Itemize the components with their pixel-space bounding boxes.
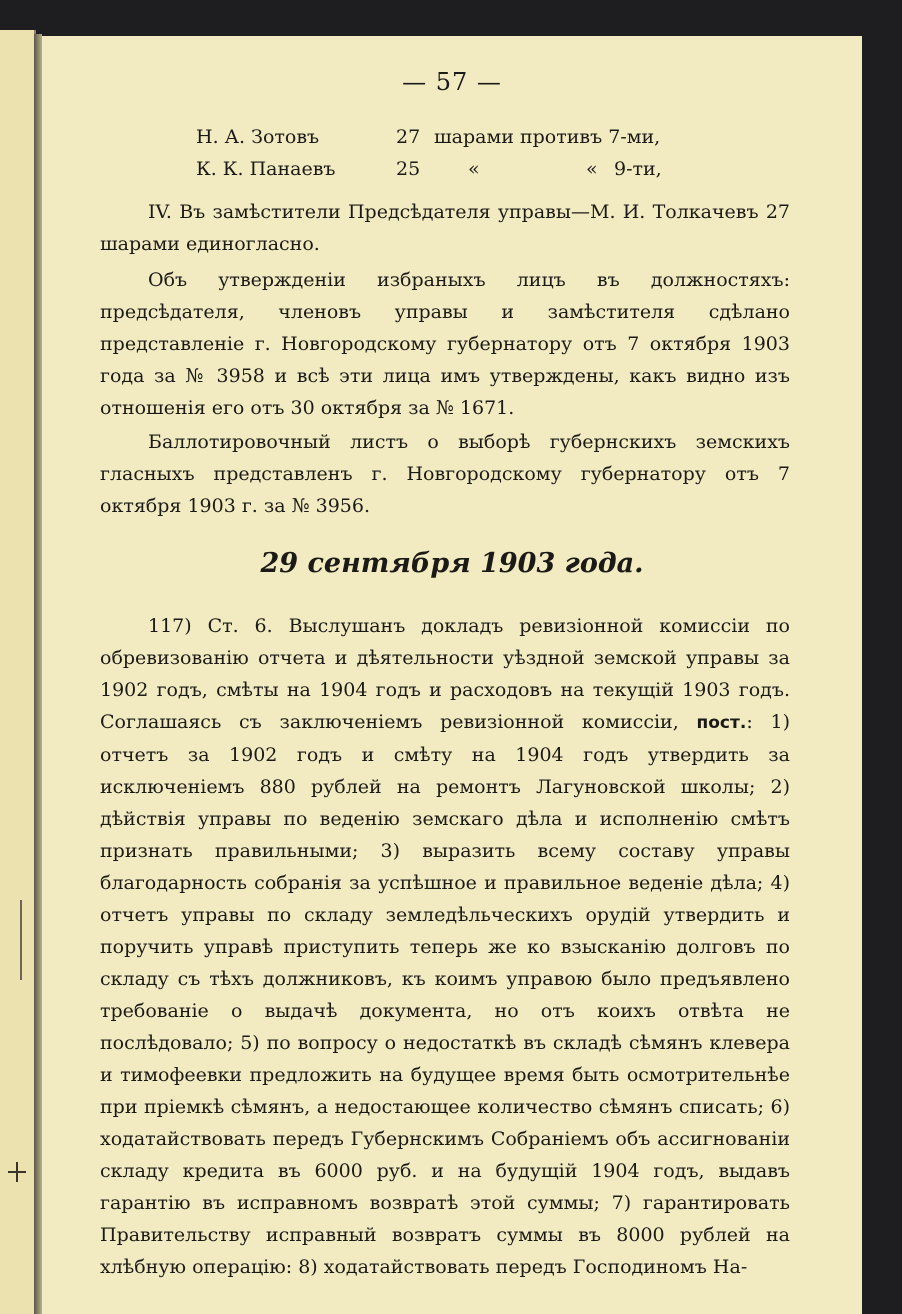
vote-count: 25 [396,158,421,180]
paragraph-approval: Объ утвержденіи избраныхъ лицъ въ должностяхъ: предсѣдателя, членовъ управы и замѣстителя сдѣлано представленіе г. Новгородскому губернатору отъ 7 октября 1903 года за № 3958 и всѣ эти лица имъ утверждены, какъ видно изъ отношенія его отъ 30 октября за № 1671. [100,269,790,419]
book-spine [34,34,42,1314]
margin-cross-mark [6,1162,28,1182]
ditto-mark: « [586,158,598,180]
ditto-mark: « [468,158,480,180]
vote-detail: шарами противъ 7-ми, [434,126,661,148]
vote-count: 27 [396,126,421,148]
paragraph-ballot: Баллотировочный листъ о выборѣ губернскихъ земскихъ гласныхъ представленъ г. Новгородскому губернатору отъ 7 октября 1903 г. за № 3956. [100,431,790,517]
vote-detail: 9-ти, [614,158,662,180]
page-number: — 57 — [402,68,502,96]
candidate-name: К. К. Панаевъ [196,158,336,180]
candidate-name: Н. А. Зотовъ [196,126,320,148]
section-date-heading: 29 сентября 1903 года. [260,548,644,579]
paragraph-resolution-117 [100,610,790,1283]
book-page [42,36,862,1314]
left-page-edge [0,30,36,1314]
paragraph-deputy: IV. Въ замѣстители Предсѣдателя управы—М. И. Толкачевъ 27 шарами единогласно. [100,201,790,255]
margin-line [20,900,22,980]
resolution-keyword: пост. [696,713,747,733]
resolution-text-rest: : 1) отчетъ за 1902 годъ и смѣту на 1904 годъ утвердить за исключеніемъ 880 рублей на ремонтъ Лагуновской школы; 2) дѣйствія управы по веденію земскаго дѣла и исполненію смѣтъ признать правильными; 3) выразить всему составу управы благодарность собранія за успѣшное и правильное веденіе дѣла; 4) отчетъ управы по складу земледѣльческихъ орудій утвердить и поручить управѣ приступить теперь же ко взысканію долговъ по складу съ тѣхъ должниковъ, къ коимъ управою было предъявлено требованіе о выдачѣ документа, но отъ коихъ отвѣта не послѣдовало; 5) по вопросу о недостаткѣ въ складѣ сѣмянъ клевера и тимофеевки предложить на будущее время быть осмотрительнѣе при пріемкѣ сѣмянъ, а недостающее количество сѣмянъ списать; 6) ходатайствовать передъ Губернскимъ Собраніемъ объ ассигнованіи складу кредита въ 6000 руб. и на будущій 1904 годъ, выдавъ гарантію въ исправномъ возвратѣ этой суммы; 7) гарантировать Правительству исправный возвратъ суммы въ 8000 рублей на хлѣбную операцію: 8) ходатайствовать передъ Господиномъ На- [100,711,790,1278]
resolution-text-start: 117) Ст. 6. Выслушанъ докладъ ревизіонной комиссіи по обревизованію отчета и дѣятельности уѣздной земской управы за 1902 годъ, смѣты на 1904 годъ и расходовъ на текущій 1903 годъ. Соглашаясь съ заключеніемъ ревизіонной комиссіи, [100,615,790,733]
